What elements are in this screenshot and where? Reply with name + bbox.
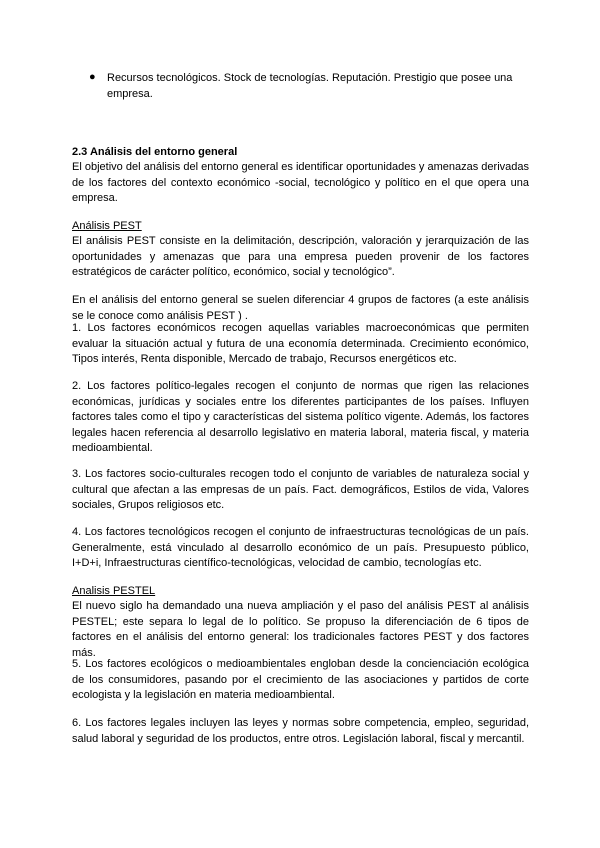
factor-economic: 1. Los factores económicos recogen aquellas variables macroeconómicas que permiten evaluar la situación actual y futura de una economía determinada. Crecimiento económico, Tipos interés, Renta disponible, Mercado de trabajo, Recursos energéticos etc. [72, 322, 529, 365]
factor-legal: 6. Los factores legales incluyen las leyes y normas sobre competencia, empleo, seguridad, salud laboral y seguridad de los productos, entre otros. Legislación laboral, fiscal y mercantil. [72, 717, 529, 745]
bullet-item: Recursos tecnológicos. Stock de tecnologías. Reputación. Prestigio que posee una empresa. [107, 72, 513, 100]
section-title: 2.3 Análisis del entorno general [72, 146, 238, 158]
pest-groups-intro: En el análisis del entorno general se suelen diferenciar 4 grupos de factores (a este análisis se le conoce como análisis PEST ) . [72, 294, 529, 322]
pestel-heading: Analisis PESTEL [72, 585, 156, 597]
factor-technological: 4. Los factores tecnológicos recogen el conjunto de infraestructuras tecnológicas de un país. Generalmente, está vinculado al desarrollo económico de un país. Presupuesto público, I+D+i, Infraestructuras científico-tecnológicas, velocidad de cambio, tecnologías etc. [72, 526, 529, 569]
factor-political-legal: 2. Los factores político-legales recogen el conjunto de normas que rigen las relaciones económicas, jurídicas y sociales entre los diferentes participantes de los países. Influyen factores tales como el tipo y características del sistema político vigente. Además, los factores legales hacen referencia al desarrollo legislativo en materia laboral, materia fiscal, y materia medioambiental. [72, 380, 529, 454]
pestel-intro: El nuevo siglo ha demandado una nueva ampliación y el paso del análisis PEST al análisis PESTEL; este separa lo legal de lo político. Se propuso la diferenciación de 6 tipos de factores en el análisis del entorno general: los tradicionales factores PEST y dos factores más. [72, 600, 529, 659]
pest-heading: Análisis PEST [72, 220, 142, 232]
factor-socio-cultural: 3. Los factores socio-culturales recogen todo el conjunto de variables de naturaleza social y cultural que afectan a las empresas de un país. Fact. demográficos, Estilos de vida, Valores sociales, Grupos religiosos etc. [72, 468, 529, 511]
section-intro: El objetivo del análisis del entorno general es identificar oportunidades y amenazas derivadas de los factores del contexto económico -social, tecnológico y político en el que opera una empresa. [72, 161, 529, 204]
factor-ecological: 5. Los factores ecológicos o medioambientales engloban desde la concienciación ecológica de los consumidores, pasando por el crecimiento de las asociaciones y partidos de corte ecologista y la legislación en materia medioambiental. [72, 658, 529, 701]
bullet-icon: ● [89, 71, 96, 83]
pest-definition: El análisis PEST consiste en la delimitación, descripción, valoración y jerarquización de las oportunidades y amenazas que para una empresa pueden provenir de los factores estratégicos de carácter político, económico, social y tecnológico”. [72, 235, 529, 278]
